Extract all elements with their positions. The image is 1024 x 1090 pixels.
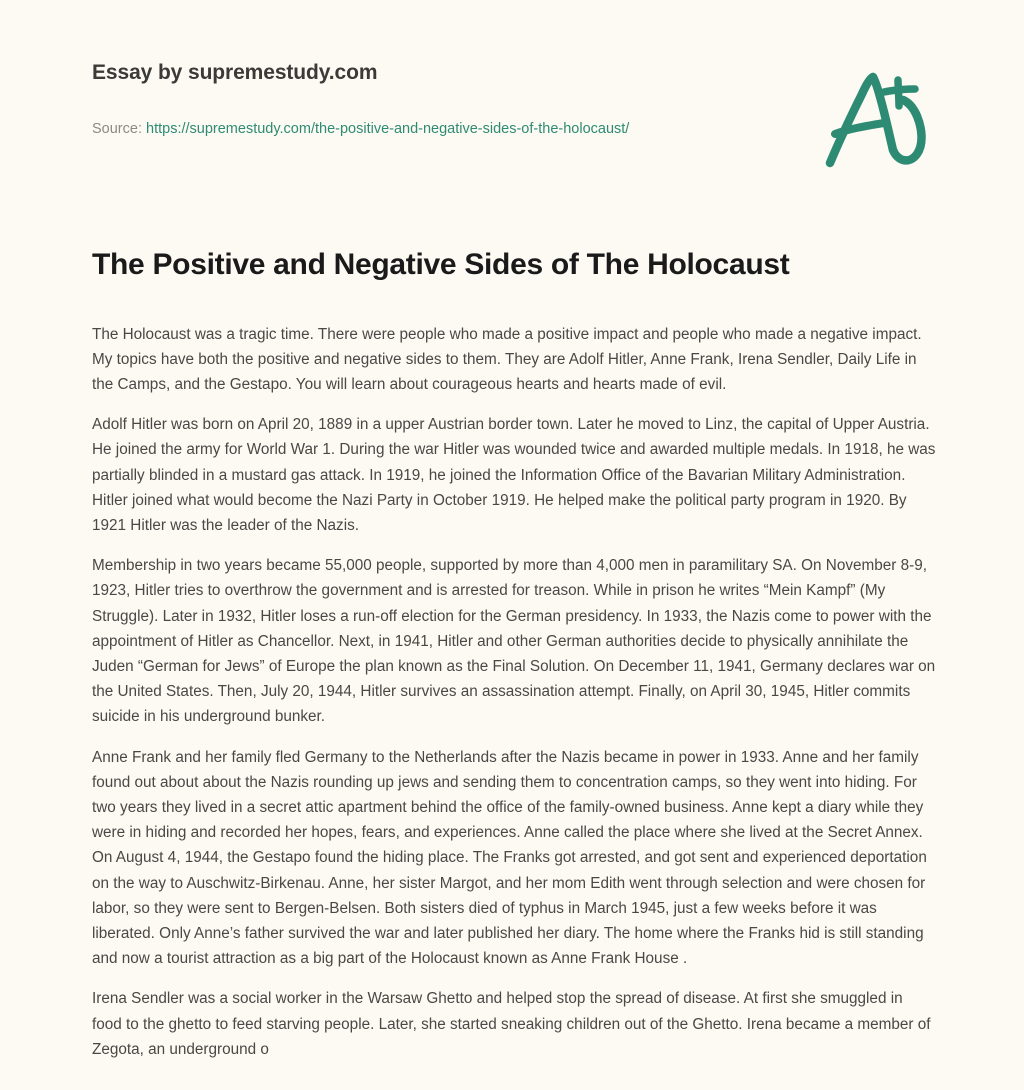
article-paragraph: Membership in two years became 55,000 people, supported by more than 4,000 men in paramilitary SA. On November 8-9, 1923, Hitler tries to overthrow the government and is arrested for treason. While in prison he writes “Mein Kampf” (My Struggle). Later in 1932, Hitler loses a run-off election for the German presidency. In 1933, the Nazis come to power with the appointment of Hitler as Chancellor. Next, in 1941, Hitler and other German authorities decide to physically annihilate the Juden “German for Jews” of Europe the plan known as the Final Solution. On December 11, 1941, Germany declares war on the United States. Then, July 20, 1944, Hitler survives an assassination attempt. Finally, on April 30, 1945, Hitler commits suicide in his underground bunker. (92, 557, 936, 726)
page-header (0, 0, 1024, 200)
article (92, 246, 936, 1062)
article-paragraph: Anne Frank and her family fled Germany to the Netherlands after the Nazis became in power in 1933. Anne and her family found out about about the Nazis rounding up jews and sending them to concentration camps, so they went into hiding. For two years they lived in a secret attic apartment behind the office of the family-owned business. Anne kept a diary while they were in hiding and recorded her hopes, fears, and experiences. Anne called the place where she lived at the Secret Annex. On August 4, 1944, the Gestapo found the hiding place. The Franks got arrested, and got sent and experienced deportation on the way to Auschwitz-Birkenau. Anne, her sister Margot, and her mom Edith went through selection and were chosen for labor, so they were sent to Bergen-Belsen. Both sisters died of typhus in March 1945, just a few weeks before it was liberated. Only Anne’s father survived the war and later published her diary. The home where the Franks hid is still standing and now a tourist attraction as a big part of the Holocaust known as Anne Frank House . (92, 748, 927, 968)
article-paragraph: Adolf Hitler was born on April 20, 1889 in a upper Austrian border town. Later he moved to Linz, the capital of Upper Austria. He joined the army for World War 1. During the war Hitler was wounded twice and awarded multiple medals. In 1918, he was partially blinded in a mustard gas attack. In 1919, he joined the Information Office of the Bavarian Military Administration. Hitler joined what would become the Nazi Party in October 1919. He helped make the political party program in 1920. By 1921 Hitler was the leader of the Nazis. (92, 416, 936, 534)
page-title: The Positive and Negative Sides of The Holocaust (92, 248, 790, 281)
source-line (92, 122, 629, 137)
article-paragraph: The Holocaust was a tragic time. There were people who made a positive impact and people who made a negative impact. My topics have both the positive and negative sides to them. They are Adolf Hitler, Anne Frank, Irena Sendler, Daily Life in the Camps, and the Gestapo. You will learn about courageous hearts and hearts made of evil. (92, 325, 922, 393)
a-plus-logo-glyph (818, 66, 930, 174)
article-body (92, 322, 936, 1062)
source-url-link[interactable]: https://supremestudy.com/the-positive-and-negative-sides-of-the-holocaust/ (146, 121, 630, 137)
article-paragraph: Irena Sendler was a social worker in the Warsaw Ghetto and helped stop the spread of disease. At first she smuggled in food to the ghetto to feed starving people. Later, she started sneaking children out of the Ghetto. Irena became a member of Zegota, an underground o (92, 990, 931, 1058)
site-byline: Essay by supremestudy.com (92, 61, 378, 84)
source-label: Source: (92, 121, 142, 137)
a-plus-logo-icon (818, 66, 930, 174)
